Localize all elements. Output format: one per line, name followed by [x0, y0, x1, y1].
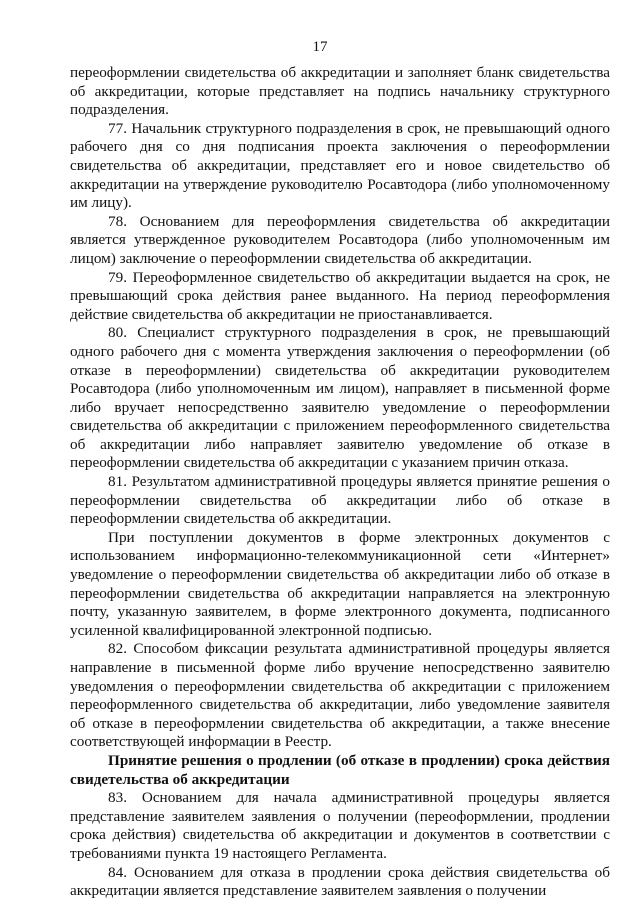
paragraph-81-electronic: При поступлении документов в форме электронных документов с использованием информационно-телекоммуникационной сети «Интернет» уведомление о переоформлении свидетельства об аккредитации либо об отказе в переоформлении свидетельства об аккредитации направляется на электронную почту, указанную заявителем, в форме электронного документа, подписанного усиленной квалифицированной электронной подписью.	[70, 528, 610, 639]
paragraph-83: 83. Основанием для начала административной процедуры является представление заявителем заявления о получении (переоформлении, продлении срока действия) свидетельства об аккредитации и документов в соответствии с требованиями пункта 19 настоящего Регламента.	[70, 789, 610, 862]
paragraph-82: 82. Способом фиксации результата административной процедуры является направление в письменной форме либо вручение непосредственно заявителю уведомления о переоформлении свидетельства об аккредитации с приложением переоформленного свидетельства об аккредитации, либо уведомление заявителя об отказе в переоформлении свидетельства об аккредитации, а также внесение соответствующей информации в Реестр.	[70, 640, 610, 751]
document-body	[70, 64, 610, 901]
paragraph-81: 81. Результатом административной процедуры является принятие решения о переоформлении свидетельства об аккредитации либо об отказе в переоформлении свидетельства об аккредитации.	[70, 473, 610, 528]
paragraph-77: 77. Начальник структурного подразделения в срок, не превышающий одного рабочего дня со дня подписания проекта заключения о переоформлении свидетельства об аккредитации, представляет его и новое свидетельство об аккредитации на утверждение руководителю Росавтодора (либо уполномоченному им лицу).	[70, 119, 610, 212]
paragraph-78: 78. Основанием для переоформления свидетельства об аккредитации является утвержденное руководителем Росавтодора (либо уполномоченным им лицом) заключение о переоформлении свидетельства об аккредитации.	[70, 212, 610, 267]
paragraph-80: 80. Специалист структурного подразделения в срок, не превышающий одного рабочего дня с момента утверждения заключения о переоформлении (об отказе в переоформлении) свидетельства об аккредитации руководителем Росавтодора (либо уполномоченным им лицом), направляет в письменной форме либо вручает непосредственно заявителю уведомление о переоформлении свидетельства об аккредитации с приложением переоформленного свидетельства об аккредитации либо направляет заявителю уведомление об отказе в переоформлении свидетельства об аккредитации с указанием причин отказа.	[70, 324, 610, 472]
paragraph-84: 84. Основанием для отказа в продлении срока действия свидетельства об аккредитации является представление заявителем заявления о получении	[70, 863, 610, 900]
paragraph-79: 79. Переоформленное свидетельство об аккредитации выдается на срок, не превышающий срока действия ранее выданного. На период переоформления действие свидетельства об аккредитации не приостанавливается.	[70, 268, 610, 323]
page-number: 17	[312, 39, 328, 55]
section-heading: Принятие решения о продлении (об отказе в продлении) срока действия свидетельства об аккредитации	[70, 751, 610, 788]
paragraph-continuation: переоформлении свидетельства об аккредитации и заполняет бланк свидетельства об аккредитации, которые представляет на подпись начальнику структурного подразделения.	[70, 64, 610, 119]
